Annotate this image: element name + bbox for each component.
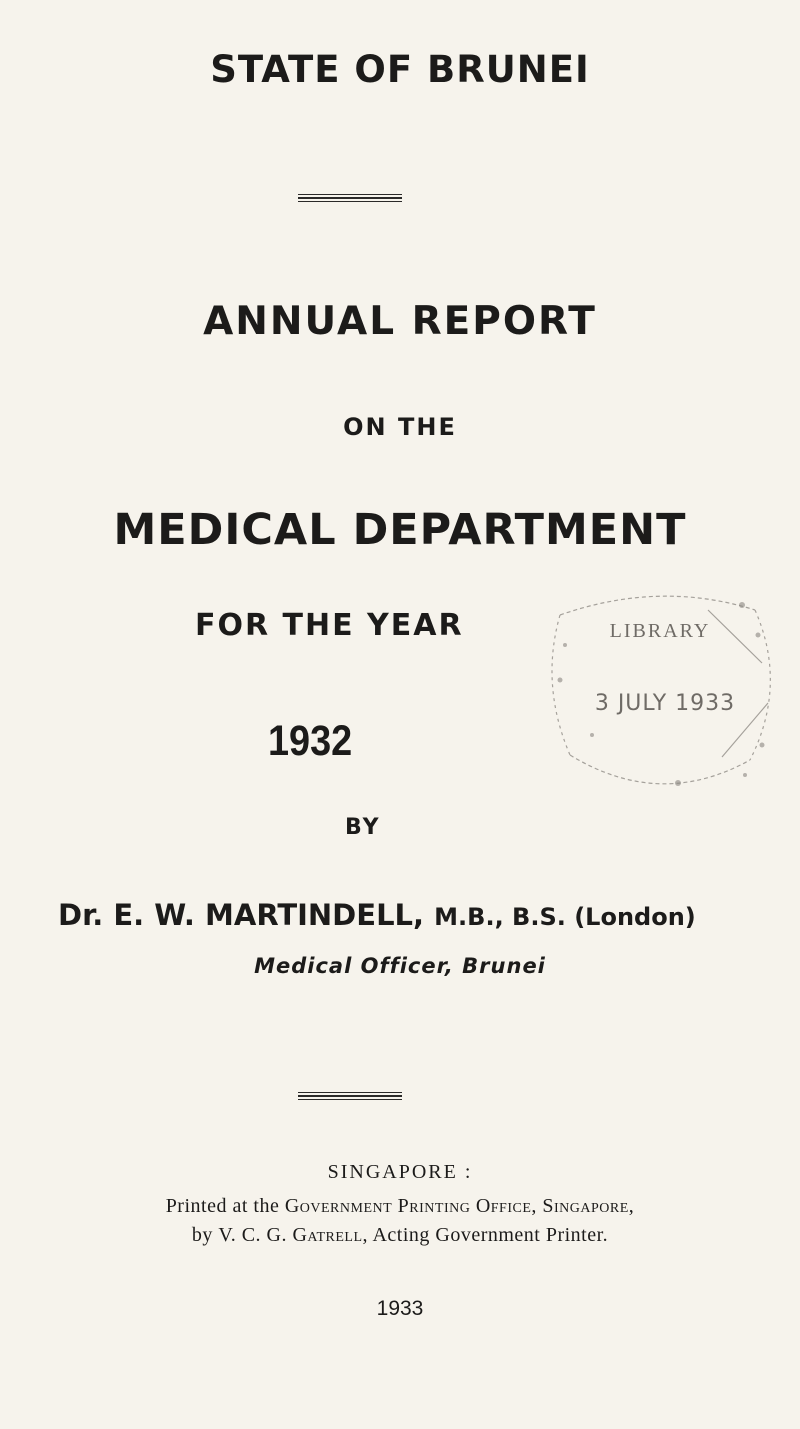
publication-year: 1933: [376, 1297, 424, 1320]
for-the-year-label: FOR THE YEAR: [195, 608, 464, 643]
imprint-printer-name: V. C. G. Gatrell,: [218, 1224, 369, 1246]
author-position: Medical Officer, Brunei: [254, 954, 546, 978]
bottom-double-rule: [298, 1092, 402, 1102]
department-title: MEDICAL DEPARTMENT: [113, 505, 687, 555]
imprint-printed-prefix: Printed at the: [165, 1195, 280, 1217]
imprint-printer-line: [0, 1224, 800, 1247]
imprint-printer-title: Acting Government Printer.: [372, 1224, 609, 1246]
author-name: Dr. E. W. MARTINDELL,: [58, 898, 425, 932]
imprint-printing-office: Government Printing Office, Singapore,: [284, 1195, 635, 1217]
imprint-city: SINGAPORE :: [327, 1161, 473, 1183]
report-year: 1932: [268, 717, 353, 765]
author-degrees: M.B., B.S. (London): [434, 903, 696, 931]
imprint-by-prefix: by: [191, 1224, 213, 1246]
stamp-label: LIBRARY: [609, 620, 711, 642]
author-line: [58, 898, 696, 932]
stamp-date: 3 JULY 1933: [594, 691, 736, 716]
imprint-printed-line: [0, 1195, 800, 1218]
state-heading: STATE OF BRUNEI: [210, 48, 590, 91]
by-label: BY: [345, 815, 381, 840]
report-title: ANNUAL REPORT: [203, 299, 597, 344]
library-stamp: [530, 585, 790, 795]
top-double-rule: [298, 194, 402, 204]
report-subtitle-on-the: ON THE: [343, 413, 457, 441]
